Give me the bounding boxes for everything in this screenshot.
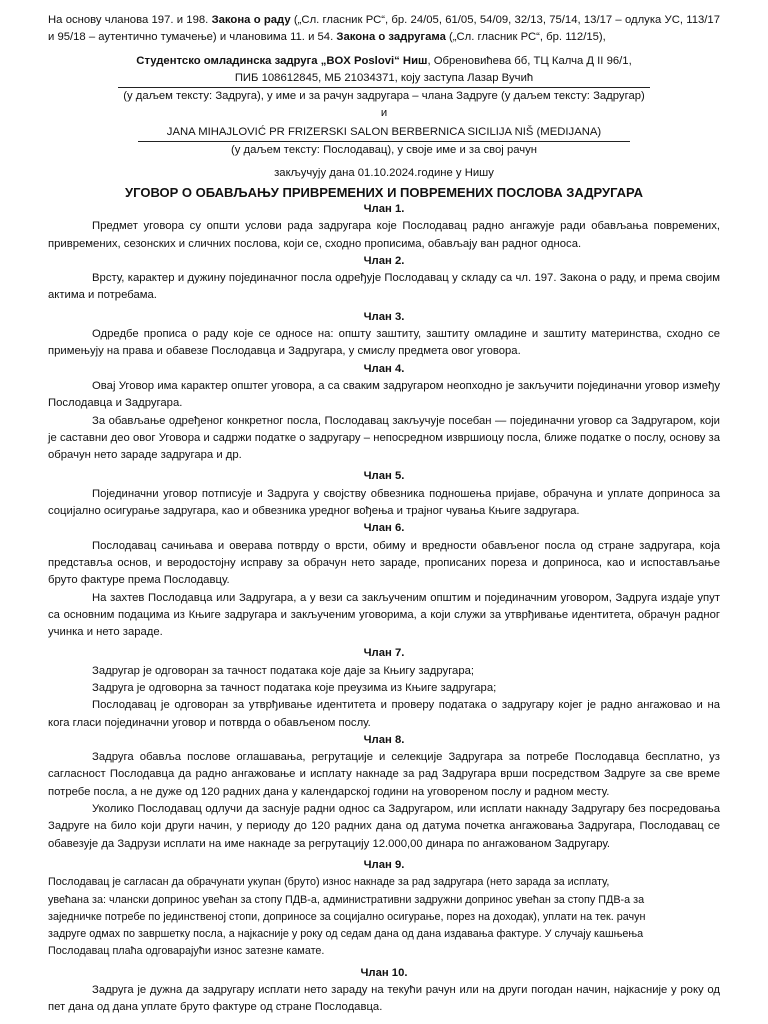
party-coop-note: (у даљем тексту: Задруга), у име и за рачун задругара – члана Задруге (у даљем тексту: Задругар): [118, 87, 650, 105]
article-10-text: Задруга је дужна да задругару исплати нето зараду на текући рачун или на други погодан начин, најкасније у року од пет дана од дана уплате бруто фактуре од стране Послодавца.: [48, 984, 720, 1014]
article-7-heading: Члан 7.: [363, 647, 405, 660]
article-7-text-3: Послодавац је одговоран за утврђивање идентитета и проверу података о задругару којег је радно ангажовао и на кога гласи појединачни уговор и потврда о обављеном послу.: [48, 699, 720, 729]
party-employer-note: (у даљем тексту: Послодавац), у своје име и за свој рачун: [138, 141, 630, 159]
article-9-line-3: заједничке потребе по јединственој стопи, доприносе за социјално осигурање, порез на доходак), уплати на тек. рачун: [48, 910, 646, 923]
party-coop-block: [48, 53, 720, 123]
preamble-text-1: На основу чланова 197. и 198.: [48, 14, 212, 26]
law-coop-ref: Закона о задругама: [336, 31, 446, 44]
party-employer-block: [48, 124, 720, 183]
contract-title: УГОВОР О ОБАВЉАЊУ ПРИВРЕМЕНИХ И ПОВРЕМЕНИХ ПОСЛОВА ЗАДРУГАРА: [125, 184, 643, 200]
article-9-heading: Члан 9.: [363, 858, 405, 871]
preamble: [48, 12, 720, 47]
article-8-text-2: Уколико Послодавац одлучи да заснује радни однос са Задругаром, или исплати накнаду Задругару без посредовања Задруге на било који други начин, у периоду до 120 радних дана од датума почетка ангажовања Задругара, Послодавац се обавезује да Задрузи исплати на име накнаде за регрутацију 12.000,00 динара по ангажованом Задругару.: [48, 803, 720, 850]
article-3-text: Одредбе прописа о раду које се односе на: општу заштиту, заштиту омладине и заштиту материнства, сходно се примењују на права и обавезе Послодавца и Задругара, у смислу предмета овог уговора.: [48, 328, 720, 358]
article-9-line-4: задруге одмах по завршетку посла, а најкасније у року од седам дана од дана издавања фактуре. У случају кашњења: [48, 928, 644, 941]
party-coop-name: Студентско омладинска задруга „BOX Poslovi“ Ниш: [136, 54, 428, 67]
article-4-text-2: За обављање одређеног конкретног посла, Послодавац закључује посебан — појединачни уговор са Задругаром, који је саставни део овог Уговора и садржи податке о задругару – непосредном извршиоцу посла, ближе податке о послу, основу за обрачун нето зараде задругара и др.: [48, 414, 720, 462]
article-6-text-1: Послодавац сачињава и оверава потврду о врсти, обиму и вредности обављеног посла од стране задругара, која представља основ, и веродостојну исправу за обрачун нето зараде, прописаних пореза и доприноса, као и испостављање бруто фактуре према Послодавцу.: [48, 539, 720, 587]
article-9-line-2: увећана за: члански допринос увећан за стопу ПДВ-а, административни задружни допринос увећан за стопу ПДВ-а за: [48, 893, 645, 906]
article-7-text-1: Задругар је одговоран за тачност података које даје за Књигу задругара;: [92, 664, 475, 677]
article-8-heading: Члан 8.: [363, 733, 405, 746]
article-4-heading: Члан 4.: [363, 362, 405, 375]
preamble-text-2: („Сл. гласник РС“, бр. 24/05, 61/05, 54/09, 32/13, 75/14, 13/17 – одлука УС, 113/17 и 95/18 – аутентично тумачење) и члановима 11. и 54.: [48, 14, 720, 44]
article-10-heading: Члан 10.: [360, 966, 408, 979]
party-coop-line: [58, 53, 710, 70]
article-8-text-1: Задруга обавља послове оглашавања, регрутације и селекције Задругара за потребе Послодавца бесплатно, уз сагласност Послодавца да радно ангажовање и исплату накнаде за рад Задругара врши посредством Задруге за све време потребе посла, а не дуже од 120 радних дана у календарској години на уговореном послу и радном месту.: [48, 751, 720, 798]
article-1-text: Предмет уговора су општи услови рада задругара које Послодавац радно ангажује ради обављања повремених, привремених, сезонских и сличних послова, који се, сходно прописима, обављају ван радног односа.: [48, 220, 720, 250]
party-coop-ids: ПИБ 108612845, МБ 21034371, коју заступа Лазар Вучић: [234, 71, 534, 84]
article-1-heading: Члан 1.: [363, 202, 405, 215]
article-4-text-1: Овај Уговор има карактер општег уговора, а са сваким задругаром неопходно је закључити појединачни уговор између Послодавца и Задругара.: [48, 379, 720, 410]
preamble-text-3: („Сл. гласник РС“, бр. 112/15),: [445, 31, 606, 44]
article-6-text-2: На захтев Послодавца или Задругара, а у вези са закљученим општим и појединачним уговором, Задруга издаје упут са основним подацима из Књиге задругара и закљученим уговорима, а који служи за утврђивање идентитета, обрачун радног учинка и нето зараде.: [48, 591, 720, 639]
article-2-heading: Члан 2.: [363, 254, 405, 267]
article-5-heading: Члан 5.: [363, 470, 405, 483]
article-9-line-5: Послодавац плаћа одговарајући износ затезне камате.: [48, 945, 325, 958]
article-3-heading: Члан 3.: [363, 310, 405, 323]
article-9-text: [48, 874, 720, 960]
article-6-heading: Члан 6.: [363, 522, 405, 535]
article-9-line-1: Послодавац је сагласан да обрачунати укупан (бруто) износ накнаде за рад задругара (нето зарада за исплату,: [48, 876, 610, 889]
conclusion-date: закључују дана 01.10.2024.године у Нишу: [274, 167, 494, 180]
article-5-text: Појединачни уговор потписује и Задруга у својству обвезника подношења пријаве, обрачуна и уплате доприноса за социјално осигурање задругара, као и обвезника уредног вођења и трајног чувања Књиге задругара.: [48, 487, 720, 518]
party-coop-address: , Обреновићева бб, ТЦ Калча Д II 96/1,: [427, 54, 632, 67]
party-employer-name: JANA MIHAJLOVIĆ PR FRIZERSKI SALON BERBERNICA SICILIJA NIŠ (MEDIJANA): [166, 125, 602, 138]
article-7-text-2: Задруга је одговорна за тачност података које преузима из Књиге задругара;: [92, 681, 497, 694]
article-2-text: Врсту, карактер и дужину појединачног посла одређује Послодавац у складу са чл. 197. Закона о раду, и према својим актима и потребама.: [48, 272, 720, 302]
conjunction-and: и: [380, 107, 388, 120]
law-labor-ref: Закона о раду: [211, 14, 291, 26]
